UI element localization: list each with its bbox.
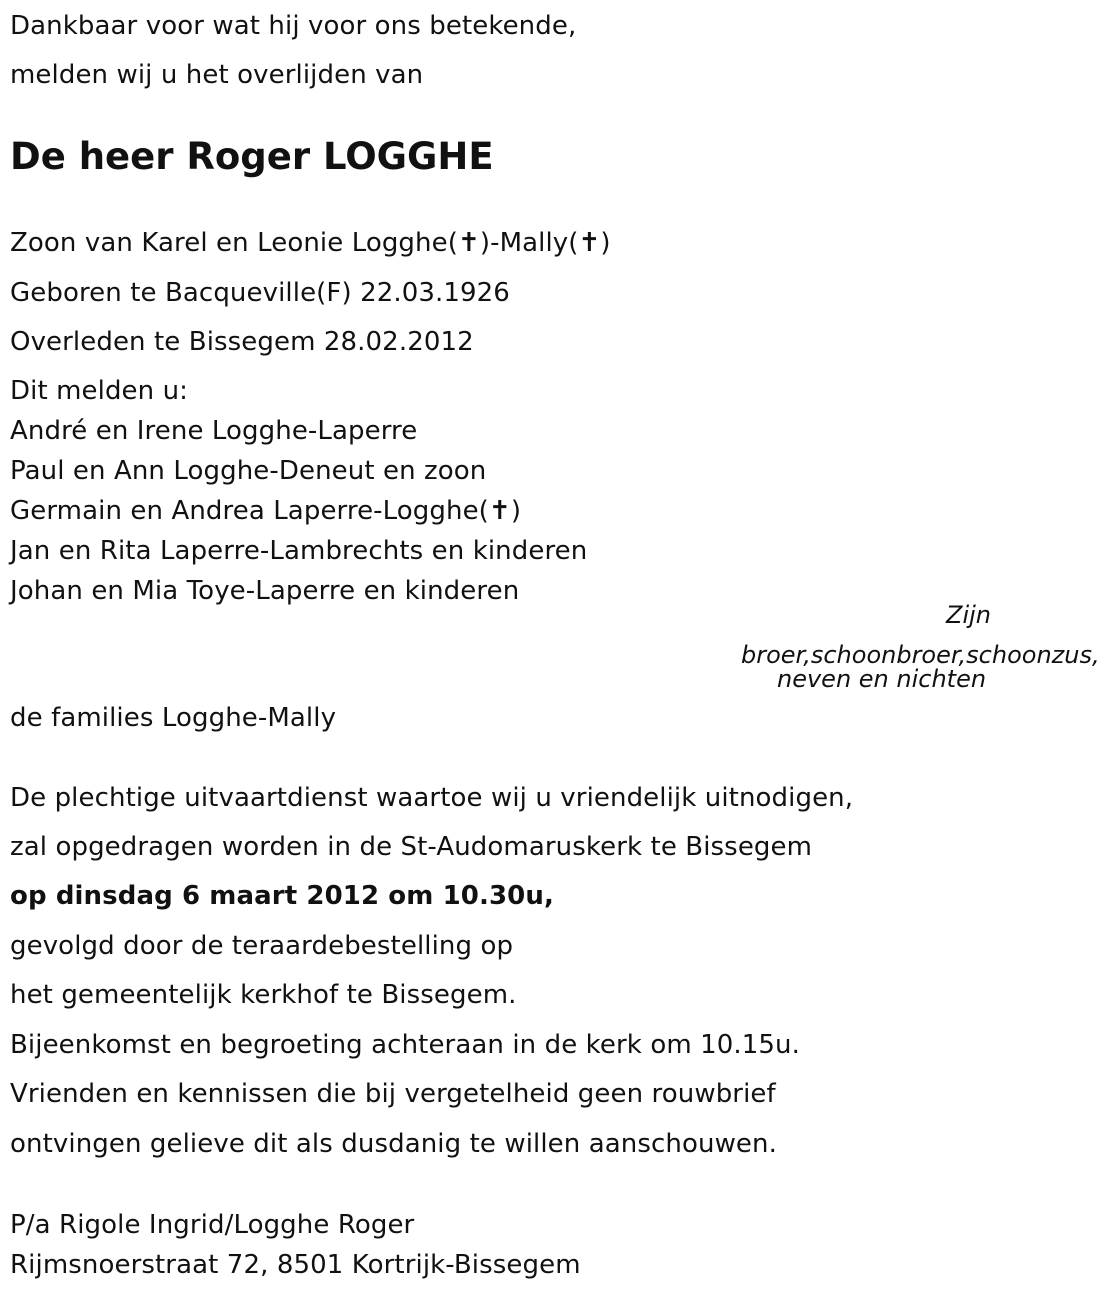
service-line-3: gevolgd door de teraardebestelling op: [10, 931, 514, 961]
intro-line-1: Dankbaar voor wat hij voor ons betekende,: [10, 11, 577, 41]
service-line-1: De plechtige uitvaartdienst waartoe wij u vriendelijk uitnodigen,: [10, 783, 854, 813]
contact-address: Rijmsnoerstraat 72, 8501 Kortrijk-Bissegem: [10, 1250, 581, 1280]
families-line: de families Logghe-Mally: [10, 703, 337, 733]
intro-line-2: melden wij u het overlijden van: [10, 60, 424, 90]
relation-line-1: Zijn: [946, 601, 991, 629]
announcers-heading: Dit melden u:: [10, 376, 189, 406]
contact-line-1: P/a Rigole Ingrid/Logghe Roger: [10, 1210, 415, 1240]
announcer-item: Jan en Rita Laperre-Lambrechts en kinderen: [10, 536, 588, 566]
relation-line-3: neven en nichten: [777, 665, 987, 693]
service-line-7: ontvingen gelieve dit als dusdanig te willen aanschouwen.: [10, 1129, 777, 1159]
announcer-item: André en Irene Logghe-Laperre: [10, 416, 418, 446]
announcer-item: Johan en Mia Toye-Laperre en kinderen: [10, 576, 520, 606]
service-line-6: Vrienden en kennissen die bij vergetelheid geen rouwbrief: [10, 1079, 776, 1109]
service-line-2: zal opgedragen worden in de St-Audomaruskerk te Bissegem: [10, 832, 813, 862]
service-line-4: het gemeentelijk kerkhof te Bissegem.: [10, 980, 517, 1010]
service-line-5: Bijeenkomst en begroeting achteraan in de kerk om 10.15u.: [10, 1030, 800, 1060]
relation-line-2: broer,schoonbroer,schoonzus,: [741, 641, 1100, 669]
announcer-item: Germain en Andrea Laperre-Logghe(✝): [10, 496, 522, 526]
announcer-item: Paul en Ann Logghe-Deneut en zoon: [10, 456, 487, 486]
service-date: op dinsdag 6 maart 2012 om 10.30u,: [10, 881, 554, 911]
parents-line: Zoon van Karel en Leonie Logghe(✝)-Mally(✝): [10, 228, 611, 258]
deceased-name: De heer Roger LOGGHE: [10, 135, 494, 178]
birth-line: Geboren te Bacqueville(F) 22.03.1926: [10, 278, 510, 308]
death-line: Overleden te Bissegem 28.02.2012: [10, 327, 474, 357]
